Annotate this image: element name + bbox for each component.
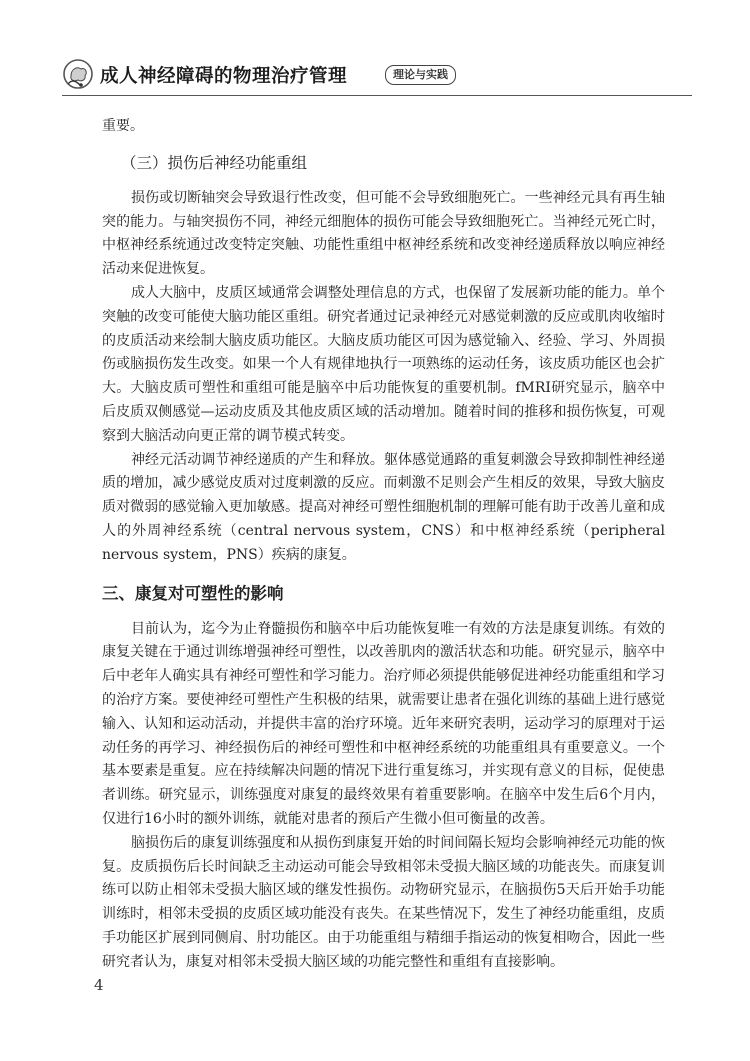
brain-stethoscope-icon xyxy=(62,58,94,90)
paragraph: 重要。 xyxy=(102,118,144,134)
page-body xyxy=(102,115,665,975)
page-number: 4 xyxy=(94,976,104,994)
book-subtitle-badge: 理论与实践 xyxy=(385,65,456,85)
paragraph: 目前认为，迄今为止脊髓损伤和脑卒中后功能恢复唯一有效的方法是康复训练。有效的康复关键在于通过训练增强神经可塑性，以改善肌肉的激活状态和功能。研究显示，脑卒中后中老年人确实具有神经可塑性和学习能力。治疗师必须提供能够促进神经功能重组和学习的治疗方案。要使神经可塑性产生积极的结果，就需要让患者在强化训练的基础上进行感觉输入、认知和运动活动，并提供丰富的治疗环境。近年来研究表明，运动学习的原理对于运动任务的再学习、神经损伤后的神经可塑性和中枢神经系统的功能重组具有重要意义。一个基本要素是重复。应在持续解决问题的情况下进行重复练习，并实现有意义的目标，促使患者训练。研究显示，训练强度对康复的最终效果有着重要影响。在脑卒中发生后6个月内，仅进行16小时的额外训练，就能对患者的预后产生微小但可衡量的改善。 xyxy=(102,620,665,827)
chapter-heading: 三、康复对可塑性的影响 xyxy=(102,583,284,603)
section-heading: （三）损伤后神经功能重组 xyxy=(121,153,308,172)
book-title: 成人神经障碍的物理治疗管理 xyxy=(100,66,348,87)
paragraph: 损伤或切断轴突会导致退行性改变，但可能不会导致细胞死亡。一些神经元具有再生轴突的能力。与轴突损伤不同，神经元细胞体的损伤可能会导致细胞死亡。当神经元死亡时，中枢神经系统通过改变特定突触、功能性重组中枢神经系统和改变神经递质释放以响应神经活动来促进恢复。 xyxy=(102,189,665,278)
running-header xyxy=(62,58,692,94)
header-rule xyxy=(62,95,692,96)
paragraph: 脑损伤后的康复训练强度和从损伤到康复开始的时间间隔长短均会影响神经元功能的恢复。皮质损伤后长时间缺乏主动运动可能会导致相邻未受损大脑区域的功能丧失。而康复训练可以防止相邻未受损大脑区域的继发性损伤。动物研究显示，在脑损伤5天后开始手功能训练时，相邻未受损的皮质区域功能没有丧失。在某些情况下，发生了神经功能重组，皮质手功能区扩展到同侧肩、肘功能区。由于功能重组与精细手指运动的恢复相吻合，因此一些研究者认为，康复对相邻未受损大脑区域的功能完整性和重组有直接影响。 xyxy=(102,834,665,970)
paragraph: 神经元活动调节神经递质的产生和释放。躯体感觉通路的重复刺激会导致抑制性神经递质的增加，减少感觉皮质对过度刺激的反应。而刺激不足则会产生相反的效果，导致大脑皮质对微弱的感觉输入更加敏感。提高对神经可塑性细胞机制的理解可能有助于改善儿童和成人的外周神经系统（central nervous system，CNS）和中枢神经系统（peripheral nervous system，PNS）疾病的康复。 xyxy=(102,451,665,563)
paragraph: 成人大脑中，皮质区域通常会调整处理信息的方式，也保留了发展新功能的能力。单个突触的改变可能使大脑功能区重组。研究者通过记录神经元对感觉刺激的反应或肌肉收缩时的皮质活动来绘制大脑皮质功能区。大脑皮质功能区可因为感觉输入、经验、学习、外周损伤或脑损伤发生改变。如果一个人有规律地执行一项熟练的运动任务，该皮质功能区也会扩大。大脑皮质可塑性和重组可能是脑卒中后功能恢复的重要机制。fMRI研究显示，脑卒中后皮质双侧感觉—运动皮质及其他皮质区域的活动增加。随着时间的推移和损伤恢复，可观察到大脑活动向更正常的调节模式转变。 xyxy=(102,284,665,444)
